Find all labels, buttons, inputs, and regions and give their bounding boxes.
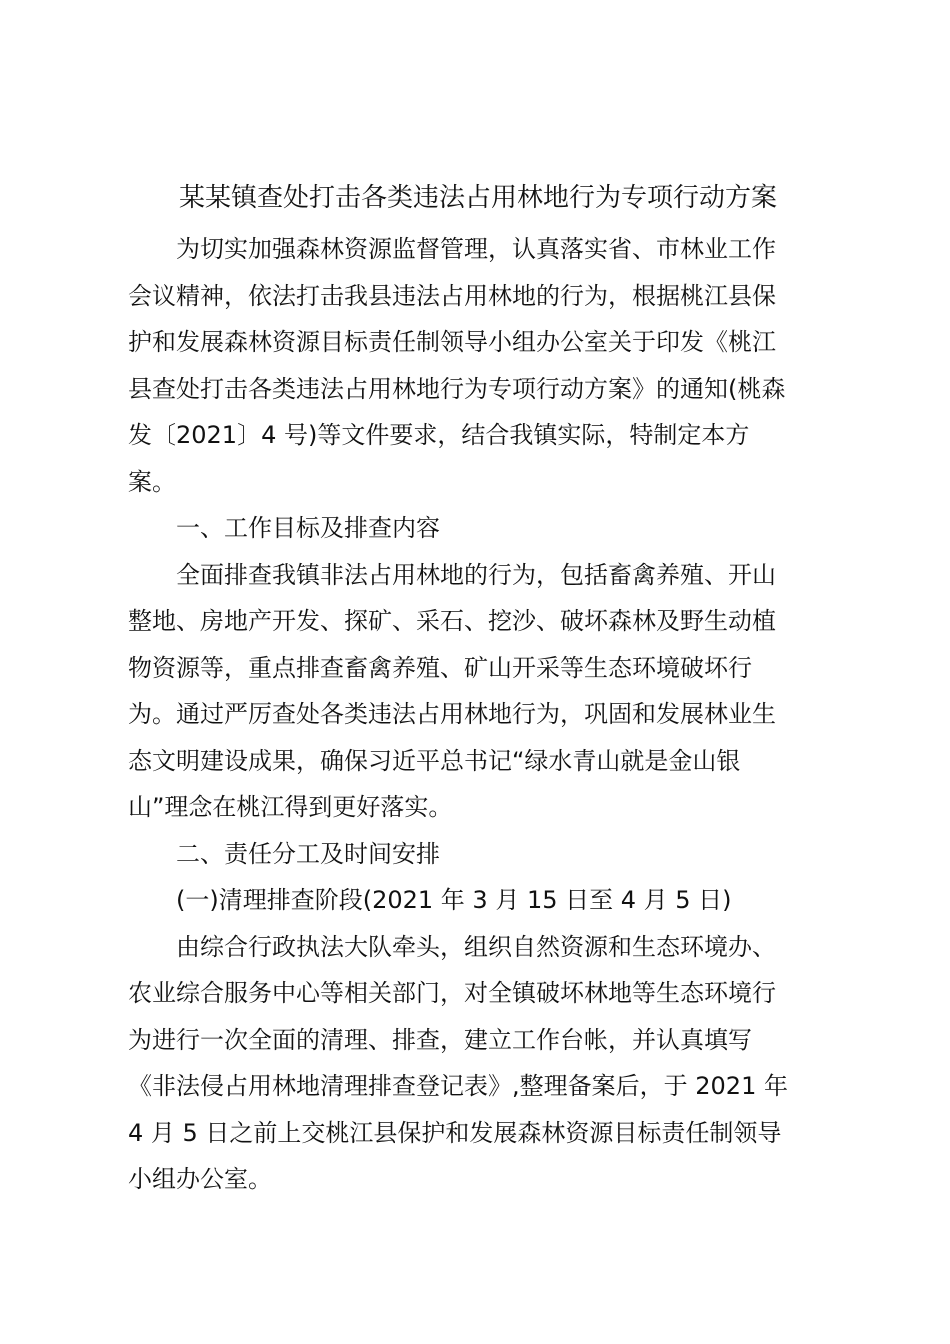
body-line: 为。通过严厉查处各类违法占用林地行为，巩固和发展林业生 [128,700,776,728]
body-line: 会议精神，依法打击我县违法占用林地的行为，根据桃江县保 [128,281,776,310]
section-heading: 一、工作目标及排查内容 [176,514,440,542]
document-title: 某某镇查处打击各类违法占用林地行为专项行动方案 [178,183,777,213]
body-line: 发〔2021〕4 号)等文件要求，结合我镇实际，特制定本方 [128,421,750,449]
body-line: 整地、房地产开发、探矿、采石、挖沙、破坏森林及野生动植 [128,607,776,635]
body-line: 4 月 5 日之前上交桃江县保护和发展森林资源目标责任制领导 [128,1118,782,1147]
body-line: 态文明建设成果，确保习近平总书记“绿水青山就是金山银 [128,746,741,775]
body-line: 农业综合服务中心等相关部门，对全镇破坏林地等生态环境行 [128,979,776,1007]
section-heading: 二、责任分工及时间安排 [176,839,440,868]
body-line: 案。 [128,467,176,496]
body-line: 山”理念在桃江得到更好落实。 [128,793,453,821]
body-line: 小组办公室。 [128,1165,272,1193]
body-line: 为切实加强森林资源监督管理，认真落实省、市林业工作 [176,235,776,263]
body-line: 县查处打击各类违法占用林地行为专项行动方案》的通知(桃森 [128,374,786,403]
subsection-heading: (一)清理排查阶段(2021 年 3 月 15 日至 4 月 5 日) [176,886,732,914]
body-line: 《非法侵占用林地清理排查登记表》,整理备案后，于 2021 年 [128,1072,788,1100]
body-line: 由综合行政执法大队牵头，组织自然资源和生态环境办、 [176,932,776,961]
body-line: 全面排查我镇非法占用林地的行为，包括畜禽养殖、开山 [176,560,776,589]
document-body [128,226,828,1203]
body-line: 护和发展森林资源目标责任制领导小组办公室关于印发《桃江 [128,328,776,356]
body-line: 为进行一次全面的清理、排查，建立工作台帐，并认真填写 [128,1025,752,1054]
body-line: 物资源等，重点排查畜禽养殖、矿山开采等生态环境破坏行 [128,653,752,682]
